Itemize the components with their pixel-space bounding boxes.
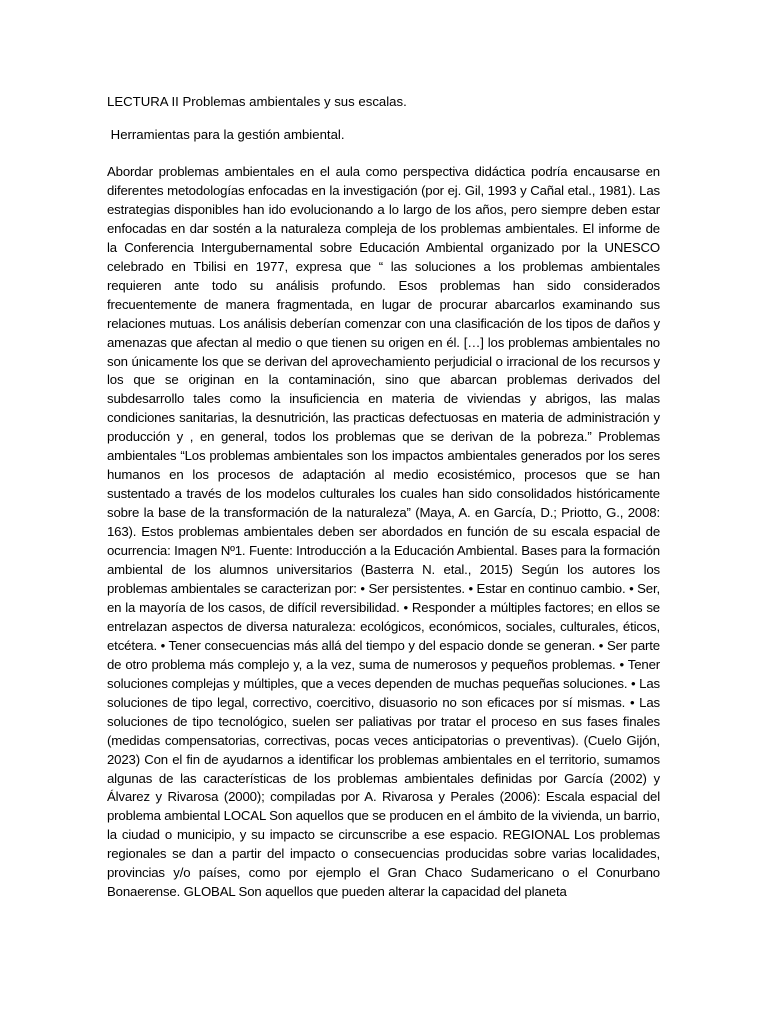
document-content bbox=[107, 92, 660, 902]
document-title: LECTURA II Problemas ambientales y sus escalas. bbox=[107, 94, 407, 109]
document-body-paragraph: Abordar problemas ambientales en el aula como perspectiva didáctica podría encausarse en diferentes metodologías enfocadas en la investigación (por ej. Gil, 1993 y Cañal etal., 1981). Las estrategias disponibles han ido evolucionando a lo largo de los años, pero siempre deben estar enfocadas en dar sostén a la naturaleza compleja de los problemas ambientales. El informe de la Conferencia Intergubernamental sobre Educación Ambiental organizado por la UNESCO celebrado en Tbilisi en 1977, expresa que “ las soluciones a los problemas ambientales requieren ante todo su análisis profundo. Esos problemas han sido considerados frecuentemente de manera fragmentada, en lugar de procurar abarcarlos examinando sus relaciones mutuas. Los análisis deberían comenzar con una clasificación de los tipos de daños y amenazas que afectan al medio o que tienen su origen en él. […] los problemas ambientales no son únicamente los que se derivan del aprovechamiento perjudicial o irracional de los recursos y los que se originan en la contaminación, sino que abarcan problemas derivados del subdesarrollo tales como la insuficiencia en materia de viviendas y abrigos, las malas condiciones sanitarias, la desnutrición, las practicas defectuosas en materia de administración y producción y , en general, todos los problemas que se derivan de la pobreza.” Problemas ambientales “Los problemas ambientales son los impactos ambientales generados por los seres humanos en los procesos de adaptación al medio ecosistémico, procesos que se han sustentado a través de los modelos culturales los cuales han sido consolidados históricamente sobre la base de la transformación de la naturaleza” (Maya, A. en García, D.; Priotto, G., 2008: 163). Estos problemas ambientales deben ser abordados en función de su escala espacial de ocurrencia: Imagen Nº1. Fuente: Introducción a la Educación Ambiental. Bases para la formación ambiental de los alumnos universitarios (Basterra N. etal., 2015) Según los autores los problemas ambientales se caracterizan por: • Ser persistentes. • Estar en continuo cambio. • Ser, en la mayoría de los casos, de difícil reversibilidad. • Responder a múltiples factores; en ellos se entrelazan aspectos de diversa naturaleza: ecológicos, económicos, sociales, culturales, éticos, etcétera. • Tener consecuencias más allá del tiempo y del espacio donde se generan. • Ser parte de otro problema más complejo y, a la vez, suma de numerosos y pequeños problemas. • Tener soluciones complejas y múltiples, que a veces dependen de muchas pequeñas soluciones. • Las soluciones de tipo legal, correctivo, coercitivo, disuasorio no son eficaces por sí mismas. • Las soluciones de tipo tecnológico, suelen ser paliativas por tratar el proceso en sus fases finales (medidas compensatorias, correctivas, pocas veces anticipatorias o preventivas). (Cuelo Gijón, 2023) Con el fin de ayudarnos a identificar los problemas ambientales en el territorio, sumamos algunas de las características de los problemas ambientales definidas por García (2002) y Álvarez y Rivarosa (2000); compiladas por A. Rivarosa y Perales (2006): Escala espacial del problema ambiental LOCAL Son aquellos que se producen en el ámbito de la vivienda, un barrio, la ciudad o municipio, y su impacto se circunscribe a ese espacio. REGIONAL Los problemas regionales se dan a partir del impacto o consecuencias producidas sobre varias localidades, provincias y/o países, como por ejemplo el Gran Chaco Sudamericano o el Conurbano Bonaerense. GLOBAL Son aquellos que pueden alterar la capacidad del planeta bbox=[107, 164, 660, 900]
document-subtitle: Herramientas para la gestión ambiental. bbox=[107, 127, 345, 142]
